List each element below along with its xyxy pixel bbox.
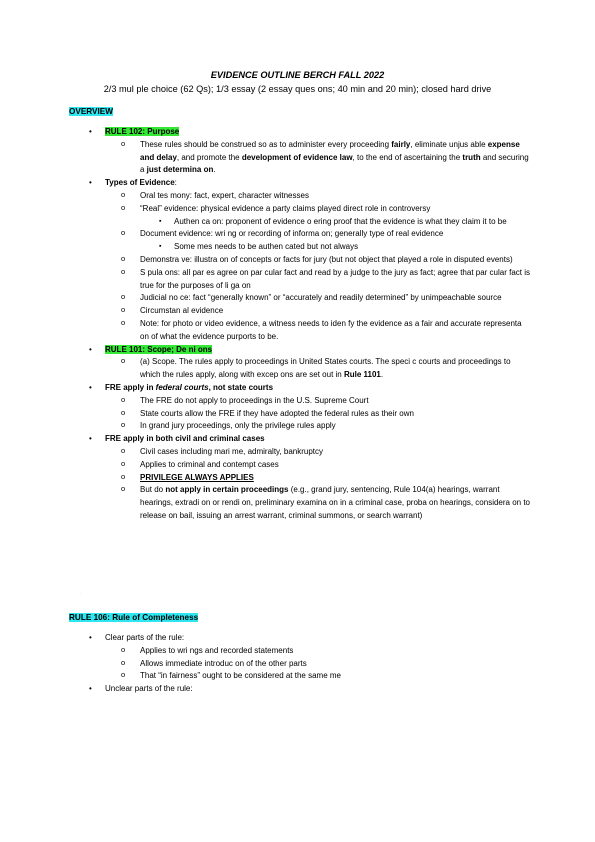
list-item: ▪ Authen ca on: proponent of evidence o ering proof that the evidence is what they claim it to be	[0, 216, 529, 229]
list-item-clear-parts: • Clear parts of the rule:	[0, 632, 525, 645]
list-item: o Civil cases including mari me, admiralty, bankruptcy	[0, 446, 530, 459]
list-item-rule101	[0, 344, 525, 357]
list-item: o Judicial no ce: fact “generally known” or “accurately and readily determined” by unimpeachable source	[0, 292, 530, 305]
rule102-text: o These rules should be construed so as to administer every proceeding fairly, eliminate unjus able expense and delay, and promote the development of evidence law, to the end of ascertaining the truth and securing a just determina on.	[0, 139, 530, 177]
list-item: o S pula ons: all par es agree on par cular fact and read by a judge to the jury as fact; agree that par cular fact is true for the purposes of li ga on	[0, 267, 530, 293]
list-item: o State courts allow the FRE if they have adopted the federal rules as their own	[0, 408, 530, 421]
list-item: o Circumstan al evidence	[0, 305, 530, 318]
list-item: o Note: for photo or video evidence, a witness needs to iden fy the evidence as a fair and accurate representa on of what the evidence purports to be.	[0, 318, 530, 344]
rule101-label: RULE 101: Scope; De ni ons	[105, 344, 213, 354]
list-item: o In grand jury proceedings, only the privilege rules apply	[0, 420, 530, 433]
list-item: ▪ Some mes needs to be authen cated but not always	[0, 241, 529, 254]
list-item: o Document evidence: wri ng or recording of informa on; generally type of real evidence	[0, 228, 530, 241]
list-item: o “Real” evidence: physical evidence a party claims played direct role in controversy	[0, 203, 530, 216]
list-item: o Applies to wri ngs and recorded statements	[0, 645, 530, 658]
overview-list	[0, 126, 530, 523]
list-item-not-apply: o But do not apply in certain proceedings (e.g., grand jury, sentencing, Rule 104(a) hearings, warrant hearings, extradi on or rendi on, preliminary examina on in a criminal case, proba on hearings, considera on to release on bail, issuing an arrest warrant, criminal summons, or search warrant)	[0, 484, 530, 522]
rule102-label: RULE 102: Purpose	[105, 127, 180, 136]
list-item-fre-both: • FRE apply in both civil and criminal cases	[0, 433, 525, 446]
stray-mark: .	[80, 590, 82, 595]
list-item: o Allows immediate introduc on of the other parts	[0, 658, 530, 671]
list-item-rule102	[0, 126, 525, 139]
rule101-text: o (a) Scope. The rules apply to proceedings in United States courts. The speci c courts and proceedings to which the rules apply, along with excep ons are set out in Rule 1101.	[0, 356, 530, 382]
rule106-list	[0, 632, 530, 696]
rule106-heading-text: RULE 106: Rule of Completeness	[69, 613, 199, 622]
rule106-heading	[69, 613, 198, 622]
list-item: o Oral tes mony: fact, expert, character witnesses	[0, 190, 530, 203]
list-item: o Demonstra ve: illustra on of concepts or facts for jury (but not object that played a role in disputed events)	[0, 254, 530, 267]
list-item-privilege: o PRIVILEGE ALWAYS APPLIES	[0, 472, 530, 485]
list-item: o The FRE do not apply to proceedings in the U.S. Supreme Court	[0, 395, 530, 408]
list-item: o Applies to criminal and contempt cases	[0, 459, 530, 472]
list-item: o That “in fairness” ought to be considered at the same me	[0, 670, 530, 683]
document-subtitle: 2/3 mul ple choice (62 Qs); 1/3 essay (2 essay ques ons; 40 min and 20 min); closed hard drive	[103, 84, 492, 94]
overview-heading	[69, 107, 113, 116]
list-item-fre-federal: • FRE apply in federal courts, not state courts	[0, 382, 525, 395]
overview-heading-text: OVERVIEW	[69, 107, 113, 116]
list-item-unclear-parts: • Unclear parts of the rule:	[0, 683, 525, 696]
list-item-types-of-evidence: • Types of Evidence:	[0, 177, 525, 190]
document-title: EVIDENCE OUTLINE BERCH FALL 2022	[210, 70, 385, 80]
